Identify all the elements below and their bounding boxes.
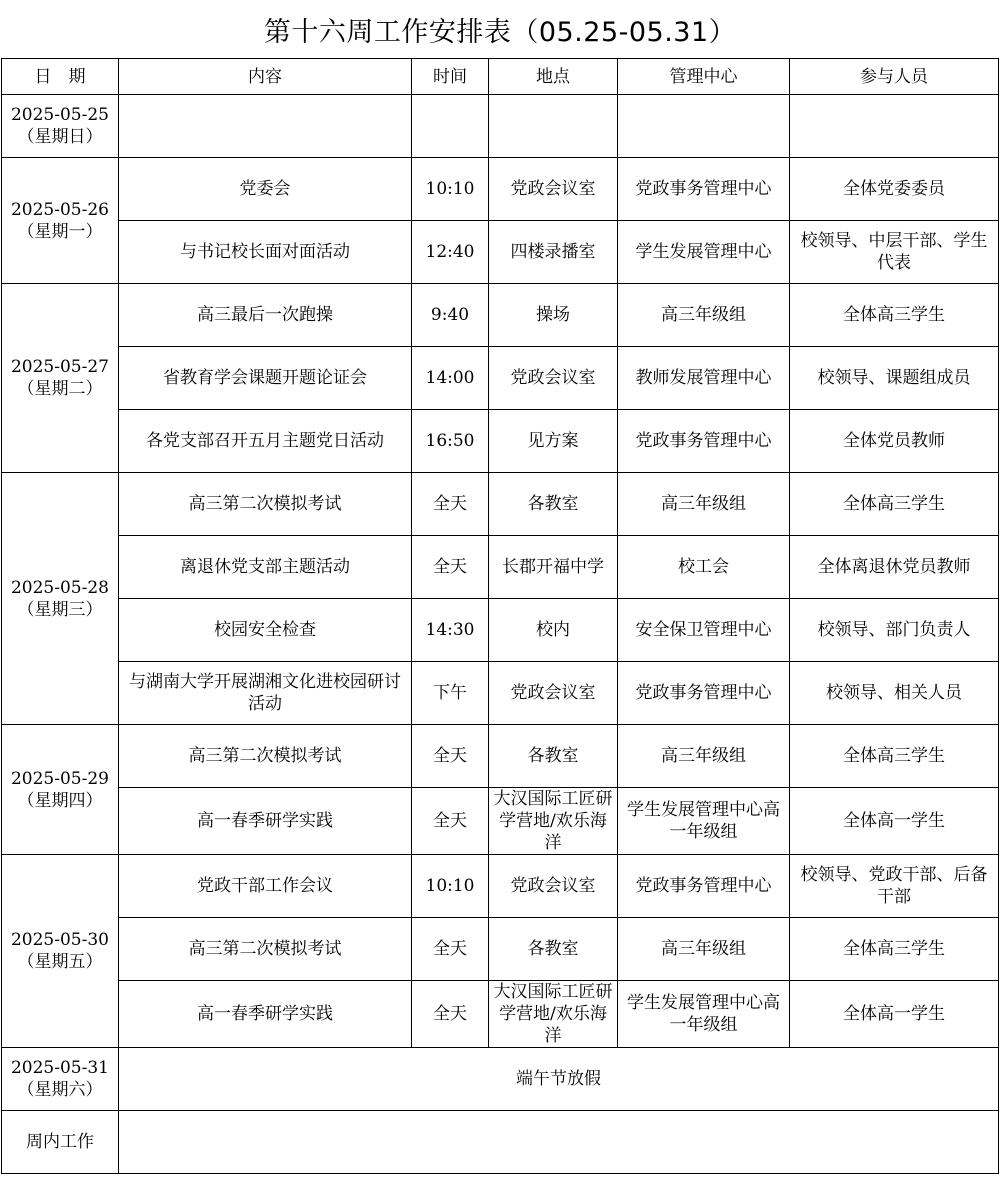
weekday-text: （星期一） — [17, 221, 103, 242]
date-text: 2025-05-26 — [10, 199, 109, 220]
table-row — [2, 788, 999, 855]
weekly-text — [119, 1111, 999, 1174]
time-cell: 全天 — [412, 788, 489, 855]
date-text: 2025-05-29 — [10, 768, 109, 789]
table-row — [2, 158, 999, 221]
time-cell: 全天 — [412, 473, 489, 536]
time-cell: 全天 — [412, 981, 489, 1048]
center-cell: 党政事务管理中心 — [618, 410, 790, 473]
date-cell — [2, 855, 119, 1048]
time-cell: 全天 — [412, 918, 489, 981]
center-cell: 高三年级组 — [618, 473, 790, 536]
place-cell: 各教室 — [489, 473, 618, 536]
weekday-text: （星期五） — [17, 952, 103, 972]
content-cell: 党委会 — [119, 158, 412, 221]
content-cell: 各党支部召开五月主题党日活动 — [119, 410, 412, 473]
date-text: 2025-05-28 — [10, 577, 109, 598]
content-cell: 党政干部工作会议 — [119, 855, 412, 918]
people-cell: 全体高一学生 — [790, 981, 999, 1048]
date-text: 2025-05-25 — [10, 105, 109, 125]
place-cell: 各教室 — [489, 918, 618, 981]
date-cell — [2, 473, 119, 725]
people-cell: 全体离退休党员教师 — [790, 536, 999, 599]
time-cell: 全天 — [412, 725, 489, 788]
table-row — [2, 221, 999, 284]
center-cell: 学生发展管理中心高一年级组 — [618, 788, 790, 855]
weekday-text: （星期日） — [17, 127, 103, 147]
place-cell: 四楼录播室 — [489, 221, 618, 284]
header-date: 日 期 — [2, 59, 119, 95]
time-cell: 16:50 — [412, 410, 489, 473]
center-cell: 校工会 — [618, 536, 790, 599]
people-cell: 校领导、部门负责人 — [790, 599, 999, 662]
content-cell: 离退休党支部主题活动 — [119, 536, 412, 599]
holiday-row — [2, 1048, 999, 1111]
place-cell: 大汉国际工匠研学营地/欢乐海洋 — [489, 981, 618, 1048]
weekday-text: （星期二） — [17, 379, 103, 399]
place-cell: 党政会议室 — [489, 158, 618, 221]
table-row — [2, 981, 999, 1048]
weekday-text: （星期六） — [17, 1080, 103, 1100]
time-cell: 10:10 — [412, 158, 489, 221]
place-cell: 党政会议室 — [489, 855, 618, 918]
time-cell: 14:30 — [412, 599, 489, 662]
table-row — [2, 918, 999, 981]
weekday-text: （星期四） — [17, 790, 103, 811]
place-cell: 党政会议室 — [489, 662, 618, 725]
people-cell: 全体党员教师 — [790, 410, 999, 473]
header-place: 地点 — [489, 59, 618, 95]
date-text: 2025-05-31 — [10, 1058, 109, 1078]
time-cell: 12:40 — [412, 221, 489, 284]
center-cell: 安全保卫管理中心 — [618, 599, 790, 662]
table-row — [2, 599, 999, 662]
weekday-text: （星期三） — [17, 599, 103, 620]
people-cell: 全体党委委员 — [790, 158, 999, 221]
table-row — [2, 410, 999, 473]
content-cell: 校园安全检查 — [119, 599, 412, 662]
place-cell: 校内 — [489, 599, 618, 662]
people-cell: 校领导、课题组成员 — [790, 347, 999, 410]
content-cell: 高三第二次模拟考试 — [119, 918, 412, 981]
table-row — [2, 536, 999, 599]
date-cell — [2, 95, 119, 158]
place-cell: 长郡开福中学 — [489, 536, 618, 599]
center-cell: 学生发展管理中心高一年级组 — [618, 981, 790, 1048]
weekly-row — [2, 1111, 999, 1174]
date-text: 2025-05-27 — [10, 357, 109, 377]
weekly-label: 周内工作 — [2, 1111, 119, 1174]
table-row — [2, 284, 999, 347]
time-cell: 全天 — [412, 536, 489, 599]
time-cell — [412, 95, 489, 158]
center-cell — [618, 95, 790, 158]
time-cell: 14:00 — [412, 347, 489, 410]
date-cell — [2, 725, 119, 855]
header-row — [2, 59, 999, 95]
people-cell: 全体高三学生 — [790, 284, 999, 347]
date-cell — [2, 158, 119, 284]
center-cell: 高三年级组 — [618, 918, 790, 981]
people-cell: 校领导、党政干部、后备干部 — [790, 855, 999, 918]
time-cell: 10:10 — [412, 855, 489, 918]
table-row — [2, 95, 999, 158]
table-row — [2, 725, 999, 788]
content-cell: 与湖南大学开展湖湘文化进校园研讨活动 — [119, 662, 412, 725]
date-cell — [2, 284, 119, 473]
header-content: 内容 — [119, 59, 412, 95]
center-cell: 党政事务管理中心 — [618, 158, 790, 221]
time-cell: 下午 — [412, 662, 489, 725]
center-cell: 高三年级组 — [618, 284, 790, 347]
people-cell — [790, 95, 999, 158]
content-cell: 高三最后一次跑操 — [119, 284, 412, 347]
header-center: 管理中心 — [618, 59, 790, 95]
people-cell: 全体高三学生 — [790, 918, 999, 981]
people-cell: 校领导、相关人员 — [790, 662, 999, 725]
place-cell: 大汉国际工匠研学营地/欢乐海洋 — [489, 788, 618, 855]
content-cell: 高一春季研学实践 — [119, 981, 412, 1048]
people-cell: 全体高三学生 — [790, 473, 999, 536]
content-cell: 高三第二次模拟考试 — [119, 473, 412, 536]
header-time: 时间 — [412, 59, 489, 95]
center-cell: 党政事务管理中心 — [618, 662, 790, 725]
page-title: 第十六周工作安排表（05.25-05.31） — [263, 16, 737, 48]
content-cell: 省教育学会课题开题论证会 — [119, 347, 412, 410]
content-cell: 高一春季研学实践 — [119, 788, 412, 855]
table-row — [2, 855, 999, 918]
place-cell: 见方案 — [489, 410, 618, 473]
people-cell: 全体高一学生 — [790, 788, 999, 855]
people-cell: 全体高三学生 — [790, 725, 999, 788]
center-cell: 学生发展管理中心 — [618, 221, 790, 284]
center-cell: 党政事务管理中心 — [618, 855, 790, 918]
table-row — [2, 662, 999, 725]
table-row — [2, 473, 999, 536]
date-text: 2025-05-30 — [10, 930, 109, 950]
time-cell: 9:40 — [412, 284, 489, 347]
content-cell: 高三第二次模拟考试 — [119, 725, 412, 788]
place-cell: 党政会议室 — [489, 347, 618, 410]
content-cell: 与书记校长面对面活动 — [119, 221, 412, 284]
schedule-table — [1, 58, 999, 1174]
table-row — [2, 347, 999, 410]
center-cell: 教师发展管理中心 — [618, 347, 790, 410]
people-cell: 校领导、中层干部、学生代表 — [790, 221, 999, 284]
content-cell — [119, 95, 412, 158]
header-people: 参与人员 — [790, 59, 999, 95]
place-cell — [489, 95, 618, 158]
date-cell — [2, 1048, 119, 1111]
place-cell: 各教室 — [489, 725, 618, 788]
place-cell: 操场 — [489, 284, 618, 347]
center-cell: 高三年级组 — [618, 725, 790, 788]
holiday-text: 端午节放假 — [119, 1048, 999, 1111]
